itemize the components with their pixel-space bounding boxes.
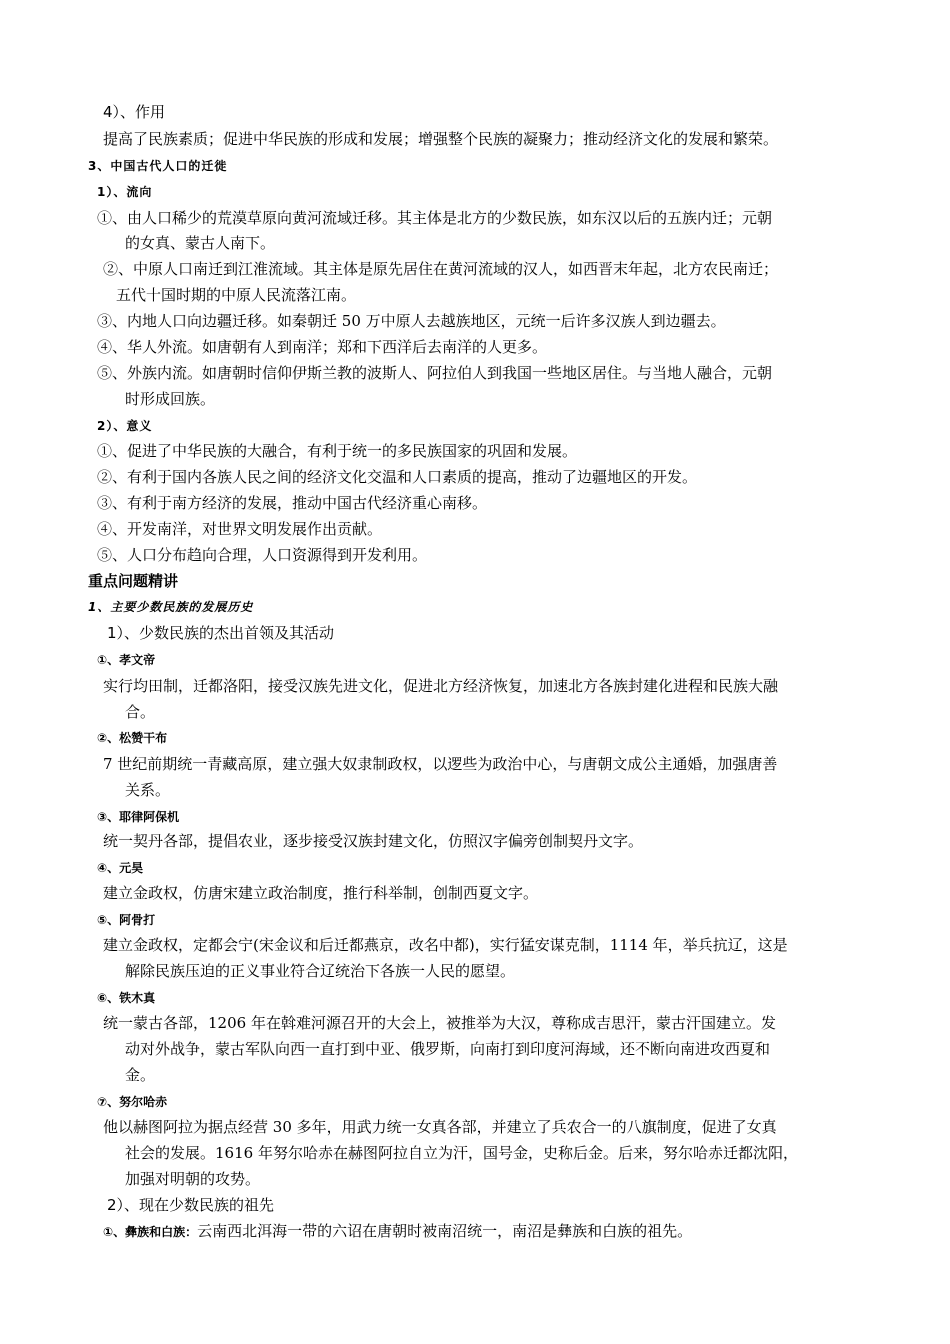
flow-item-1: ①、由人口稀少的荒漠草原向黄河流域迁移。其主体是北方的少数民族，如东汉以后的五族内迁；元朝 <box>97 209 773 227</box>
meaning-item-4: ④、开发南洋，对世界文明发展作出贡献。 <box>97 520 383 538</box>
leader-text-5-cont: 解除民族压迫的正义事业符合辽统治下各族一人民的愿望。 <box>125 962 516 980</box>
flow-item-5: ⑤、外族内流。如唐朝时信仰伊斯兰教的波斯人、阿拉伯人到我国一些地区居住。与当地人融合，元朝 <box>97 364 773 382</box>
leader-name-4: ④、元昊 <box>97 861 144 875</box>
leader-text-2: 7 世纪前期统一青藏高原，建立强大奴隶制政权，以逻些为政治中心，与唐朝文成公主通婚，加强唐善 <box>103 755 778 773</box>
flow-item-5-cont: 时形成回族。 <box>125 390 216 408</box>
leader-text-4: 建立金政权，仿唐宋建立政治制度，推行科举制，创制西夏文字。 <box>103 884 539 902</box>
flow-item-2-cont: 五代十国时期的中原人民流落江南。 <box>116 286 357 304</box>
flow-item-4: ④、华人外流。如唐朝有人到南洋；郑和下西洋后去南洋的人更多。 <box>97 338 548 356</box>
flow-item-1-cont: 的女真、蒙古人南下。 <box>125 234 276 252</box>
leader-name-2: ②、松赞干布 <box>97 731 168 745</box>
meaning-item-5: ⑤、人口分布趋向合理，人口资源得到开发利用。 <box>97 546 428 564</box>
part-heading-ancestors: 2）、现在少数民族的祖先 <box>107 1196 275 1214</box>
ancestor-item-1 <box>103 1222 692 1241</box>
leader-name-7: ⑦、努尔哈赤 <box>97 1095 168 1109</box>
leader-text-6: 统一蒙古各部，1206 年在斡难河源召开的大会上，被推举为大汉，尊称成吉思汗，蒙古汗国建立。发 <box>103 1014 776 1032</box>
leader-text-7-cont2: 加强对明朝的攻势。 <box>125 1170 261 1188</box>
flow-item-2: ②、中原人口南迁到江淮流域。其主体是原先居住在黄河流域的汉人，如西晋末年起，北方农民南迁； <box>103 260 779 278</box>
part-heading-leaders: 1）、少数民族的杰出首领及其活动 <box>107 624 335 642</box>
leader-text-3: 统一契丹各部，提倡农业，逐步接受汉族封建文化，仿照汉字偏旁创制契丹文字。 <box>103 832 644 850</box>
leader-text-6-cont: 动对外战争，蒙古军队向西一直打到中亚、俄罗斯，向南打到印度河海域，还不断向南进攻西夏和 <box>125 1040 771 1058</box>
leader-text-5: 建立金政权，定都会宁(宋金议和后迁都燕京，改名中都)，实行猛安谋克制，1114 年，举兵抗辽，这是 <box>103 936 788 954</box>
leader-name-3: ③、耶律阿保机 <box>97 810 180 824</box>
section-title-migration: 3、中国古代人口的迁徙 <box>88 159 228 173</box>
leader-text-6-cont2: 金。 <box>125 1066 156 1084</box>
leader-name-6: ⑥、铁木真 <box>97 991 156 1005</box>
subheading-flow: 1）、流向 <box>97 185 153 199</box>
subheading-meaning: 2）、意义 <box>97 419 153 433</box>
meaning-item-2: ②、有利于国内各族人民之间的经济文化交温和人口素质的提高，推动了边疆地区的开发。 <box>97 468 698 486</box>
leader-text-2-cont: 关系。 <box>125 781 171 799</box>
ancestor-text: 云南西北洱海一带的六诏在唐朝时被南沼统一，南沼是彝族和白族的祖先。 <box>197 1222 693 1240</box>
leader-text-1-cont: 合。 <box>125 703 156 721</box>
ancestor-label: ①、彝族和白族： <box>103 1225 198 1239</box>
leader-name-1: ①、孝文帝 <box>97 653 156 667</box>
leader-text-7-cont: 社会的发展。1616 年努尔哈赤在赫图阿拉自立为汗，国号金，史称后金。后来，努尔哈赤迁都沈阳， <box>125 1144 798 1162</box>
section-title-key-issues: 重点问题精讲 <box>88 572 179 590</box>
meaning-item-3: ③、有利于南方经济的发展，推动中国古代经济重心南移。 <box>97 494 488 512</box>
subsection-title-minority-history: 1、主要少数民族的发展历史 <box>88 600 254 614</box>
flow-item-3: ③、内地人口向边疆迁移。如秦朝迁 50 万中原人去越族地区，元统一后许多汉族人到边疆去。 <box>97 312 726 330</box>
section-heading-function: 4）、作用 <box>103 103 166 121</box>
leader-text-1: 实行均田制，迁都洛阳，接受汉族先进文化，促进北方经济恢复，加速北方各族封建化进程和民族大融 <box>103 677 779 695</box>
leader-name-5: ⑤、阿骨打 <box>97 913 156 927</box>
meaning-item-1: ①、促进了中华民族的大融合，有利于统一的多民族国家的巩固和发展。 <box>97 442 578 460</box>
leader-text-7: 他以赫图阿拉为据点经营 30 多年，用武力统一女真各部，并建立了兵农合一的八旗制度，促进了女真 <box>103 1118 777 1136</box>
paragraph-function: 提高了民族素质；促进中华民族的形成和发展；增强整个民族的凝聚力；推动经济文化的发展和繁荣。 <box>103 130 779 148</box>
